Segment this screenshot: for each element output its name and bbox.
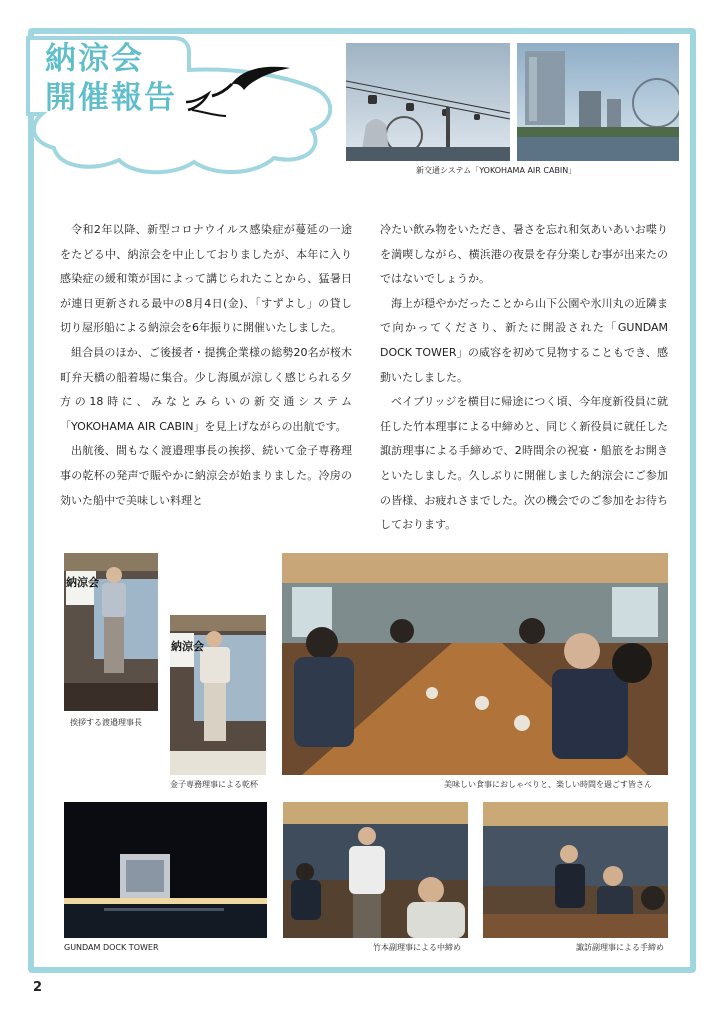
photo-suwa: [483, 802, 668, 938]
title-line-2: 開催報告: [45, 80, 177, 116]
seagull-icon: [182, 58, 297, 120]
article-right-column: [380, 218, 668, 538]
caption-takemoto: 竹本副理事による中締め: [373, 943, 461, 952]
article-left-column: [60, 218, 352, 513]
caption-toast: 金子専務理事による乾杯: [170, 780, 258, 789]
article-paragraph: 組合員のほか、ご後援者・提携企業様の総勢20名が桜木町弁天橋の船着場に集合。少し海風が涼しく感じられる夕方の18時に、みなとみらいの新交通システム「YOKOHAMA AIR CABIN」を見上げながらの出航です。: [60, 345, 352, 433]
caption-dinner: 美味しい食事におしゃべりと、楽しい時間を過ごす皆さん: [444, 780, 652, 789]
page-number: 2: [33, 980, 43, 995]
photo-takemoto: [283, 802, 468, 938]
caption-gundam: GUNDAM DOCK TOWER: [64, 943, 159, 952]
caption-suwa: 諏訪副理事による手締め: [576, 943, 664, 952]
article-paragraph: ベイブリッジを横目に帰途につく頃、今年度新役員に就任した竹本理事による中締めと、同じく新役員に就任した諏訪理事による手締めで、2時間余の祝宴・船旅をお開きといたしました。久しぶりに開催しました納涼会にご参加の皆様、お疲れさまでした。次の機会でのご参加をお待ちしております。: [380, 395, 668, 532]
article-paragraph: 冷たい飲み物をいただき、暑さを忘れ和気あいあいお喋りを満喫しながら、横浜港の夜景を存分楽しむ事が出来たのではないでしょうか。: [380, 223, 668, 286]
photo-dinner: [282, 553, 668, 775]
article-paragraph: 出航後、間もなく渡邉理事長の挨拶、続いて金子専務理事の乾杯の発声で賑やかに納涼会が始まりました。冷房の効いた船中で美味しい料理と: [60, 444, 352, 507]
photo-cable-car: [346, 43, 510, 161]
caption-greeting: 挨拶する渡邉理事長: [70, 718, 142, 727]
banner-text-toast: 納涼会: [171, 640, 204, 653]
photo-minato-mirai: [517, 43, 679, 161]
caption-cable-car: 新交通システム「YOKOHAMA AIR CABIN」: [416, 166, 577, 175]
title-line-1: 納涼会: [45, 41, 144, 77]
photo-toast: [170, 615, 266, 775]
banner-text-greeting: 納涼会: [66, 576, 99, 589]
article-paragraph: 令和2年以降、新型コロナウイルス感染症が蔓延の一途をたどる中、納涼会を中止しておりましたが、本年に入り感染症の緩和策が国によって講じられたことから、猛暑日が連日更新される最中の8月4日(金)、「すずよし」の貸し切り屋形船による納涼会を6年振りに開催いたしました。: [60, 223, 352, 335]
page-title: [45, 40, 177, 118]
article-paragraph: 海上が穏やかだったことから山下公園や氷川丸の近隣まで向かってくださり、新たに開設された「GUNDAM DOCK TOWER」の威容を初めて見物することもでき、感動いたしました。: [380, 296, 668, 384]
photo-gundam-dock-tower: [64, 802, 267, 938]
